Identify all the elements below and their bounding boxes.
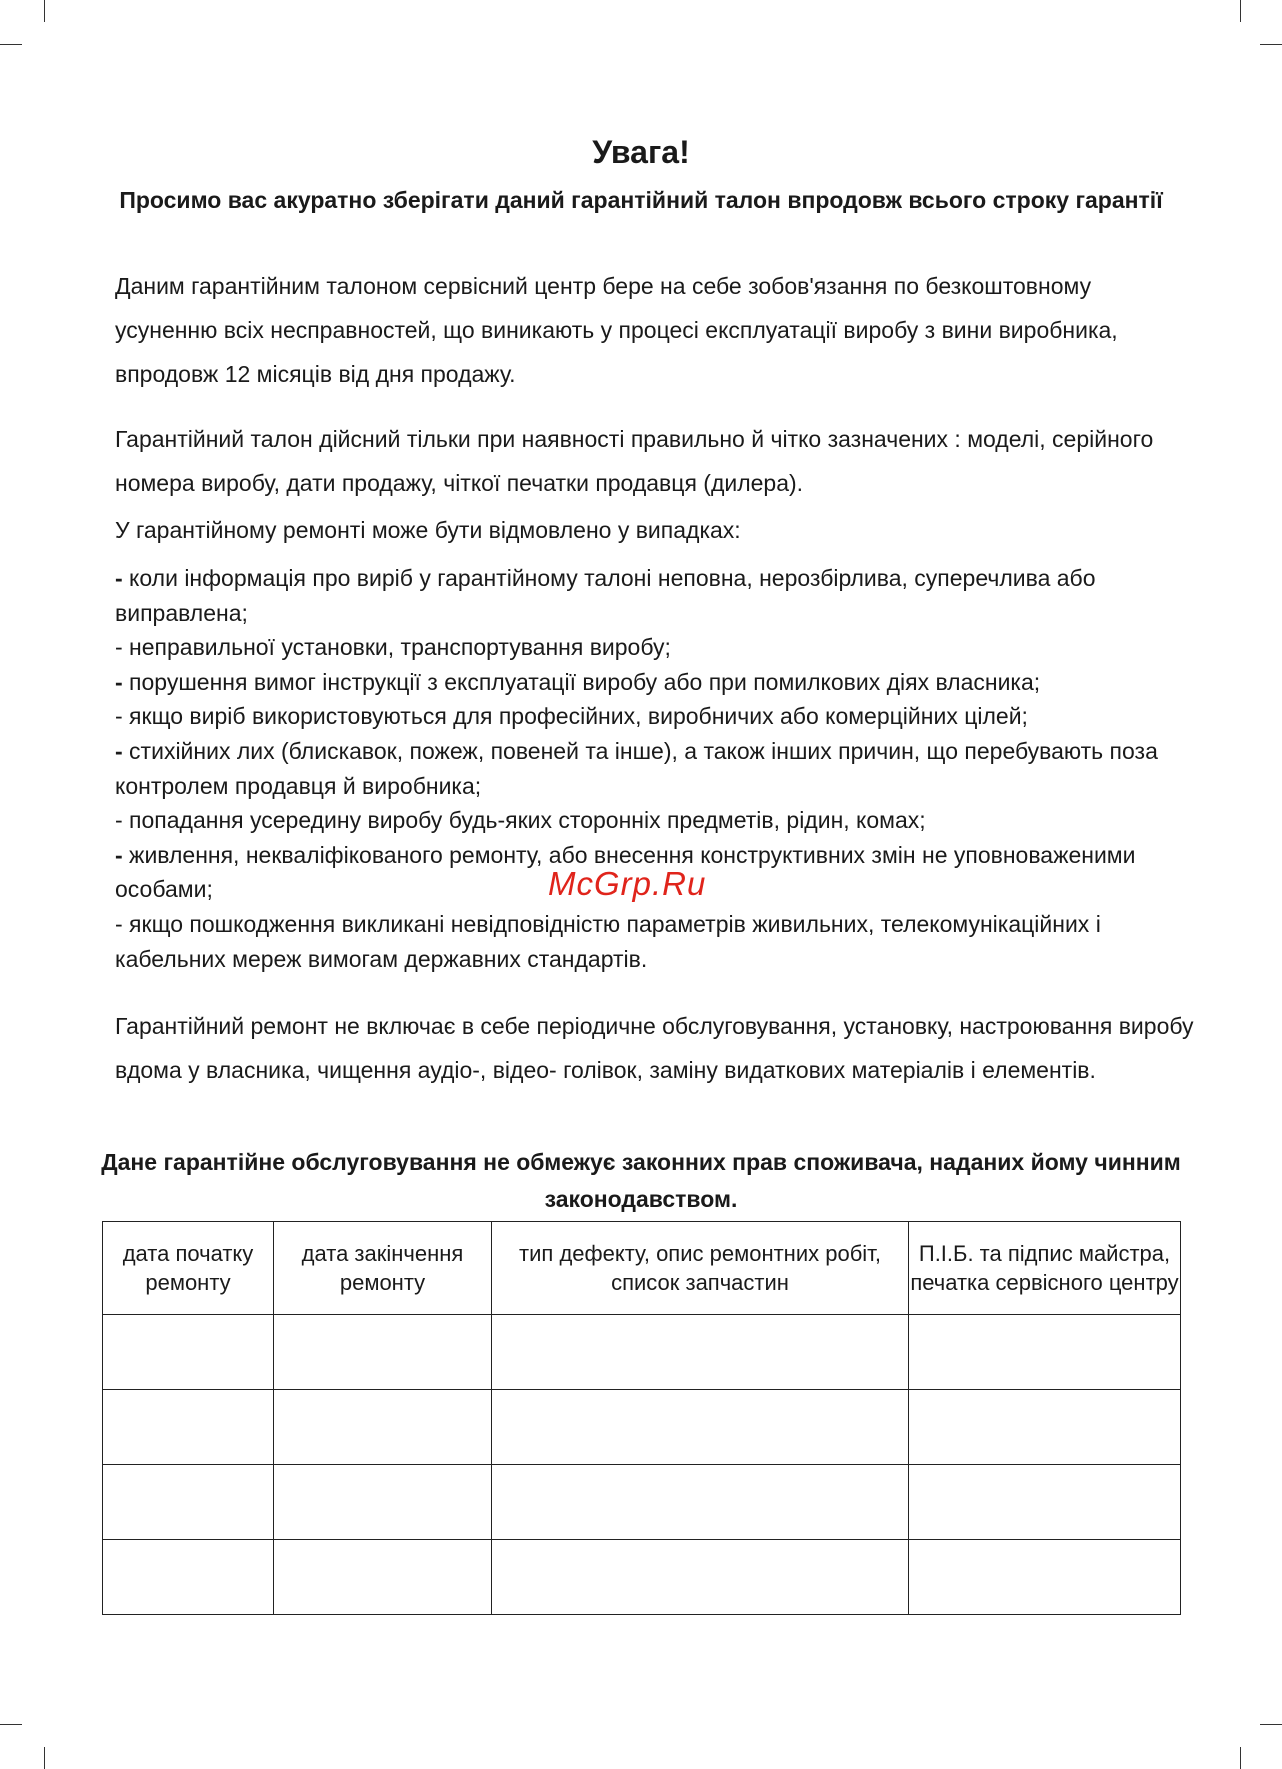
crop-mark xyxy=(1260,44,1282,45)
header-end-date: дата закінчення ремонту xyxy=(274,1222,492,1315)
list-item: - живлення, некваліфікованого ремонту, або внесення конструктивних змін не уповноваженими особами; xyxy=(115,841,1136,903)
crop-mark xyxy=(44,1747,45,1769)
crop-mark xyxy=(1260,1724,1282,1725)
table-cell[interactable] xyxy=(103,1540,274,1615)
repair-log-table xyxy=(102,1221,1181,1615)
table-cell[interactable] xyxy=(103,1390,274,1465)
list-item: - стихійних лих (блискавок, пожеж, повеней та інше), а також інших причин, що перебувають поза контролем продавця й виробника; xyxy=(115,737,1158,799)
header-master-signature: П.І.Б. та підпис майстра, печатка сервісного центру xyxy=(909,1222,1181,1315)
table-cell[interactable] xyxy=(909,1315,1181,1390)
table-cell[interactable] xyxy=(274,1540,492,1615)
table-row xyxy=(103,1390,1181,1465)
table-cell[interactable] xyxy=(274,1465,492,1540)
table-header-row xyxy=(103,1222,1181,1315)
table-cell[interactable] xyxy=(103,1315,274,1390)
table-cell[interactable] xyxy=(492,1465,909,1540)
table-cell[interactable] xyxy=(103,1465,274,1540)
intro-paragraph: Даним гарантійним талоном сервісний центр бере на себе зобов'язання по безкоштовному усуненню всіх несправностей, що виникають у процесі експлуатації виробу з вини виробника, впродовж 12 місяців від дня продажу. xyxy=(115,273,1118,387)
service-note: Гарантійний ремонт не включає в себе періодичне обслуговування, установку, настроювання виробу вдома у власника, чищення аудіо-, відео- голівок, заміну видаткових матеріалів і елементів. xyxy=(115,1013,1194,1083)
validity-paragraph: Гарантійний талон дійсний тільки при наявності правильно й чітко зазначених : моделі, серійного номера виробу, дати продажу, чіткої печатки продавця (дилера). xyxy=(115,426,1154,496)
table-cell[interactable] xyxy=(909,1390,1181,1465)
closing-statement: Дане гарантійне обслуговування не обмежує законних прав споживача, наданих йому чинним законодавством. xyxy=(101,1149,1181,1212)
list-item: - порушення вимог інструкції з експлуатації виробу або при помилкових діях власника; xyxy=(115,668,1041,695)
table-row xyxy=(103,1540,1181,1615)
list-item: - якщо виріб використовуються для професійних, виробничих або комерційних цілей; xyxy=(115,703,1028,730)
table-cell[interactable] xyxy=(909,1465,1181,1540)
table-cell[interactable] xyxy=(909,1540,1181,1615)
exclusions-list xyxy=(115,561,1195,976)
list-item: - неправильної установки, транспортування виробу; xyxy=(115,634,671,661)
table-cell[interactable] xyxy=(274,1390,492,1465)
watermark: McGrp.Ru xyxy=(548,865,707,902)
page-subtitle: Просимо вас акуратно зберігати даний гарантійний талон впродовж всього строку гарантії xyxy=(119,187,1163,213)
crop-mark xyxy=(1240,0,1241,22)
page-title: Увага! xyxy=(592,134,690,170)
crop-mark xyxy=(0,1724,22,1725)
list-item: - якщо пошкодження викликані невідповідністю параметрів живильних, телекомунікаційних і кабельних мереж вимогам державних стандартів. xyxy=(115,910,1101,972)
table-cell[interactable] xyxy=(492,1390,909,1465)
list-item: - попадання усередину виробу будь-яких сторонніх предметів, рідин, комах; xyxy=(115,807,926,834)
crop-mark xyxy=(44,0,45,22)
crop-mark xyxy=(1240,1747,1241,1769)
table-row xyxy=(103,1465,1181,1540)
table-cell[interactable] xyxy=(492,1540,909,1615)
table-row xyxy=(103,1315,1181,1390)
header-defect-description: тип дефекту, опис ремонтних робіт, список запчастин xyxy=(492,1222,909,1315)
table-cell[interactable] xyxy=(492,1315,909,1390)
table-cell[interactable] xyxy=(274,1315,492,1390)
list-item: - коли інформація про виріб у гарантійному талоні неповна, нерозбірлива, суперечлива або виправлена; xyxy=(115,565,1096,626)
crop-mark xyxy=(0,44,22,45)
header-start-date: дата початку ремонту xyxy=(103,1222,274,1315)
refusal-intro: У гарантійному ремонті може бути відмовлено у випадках: xyxy=(115,517,741,543)
